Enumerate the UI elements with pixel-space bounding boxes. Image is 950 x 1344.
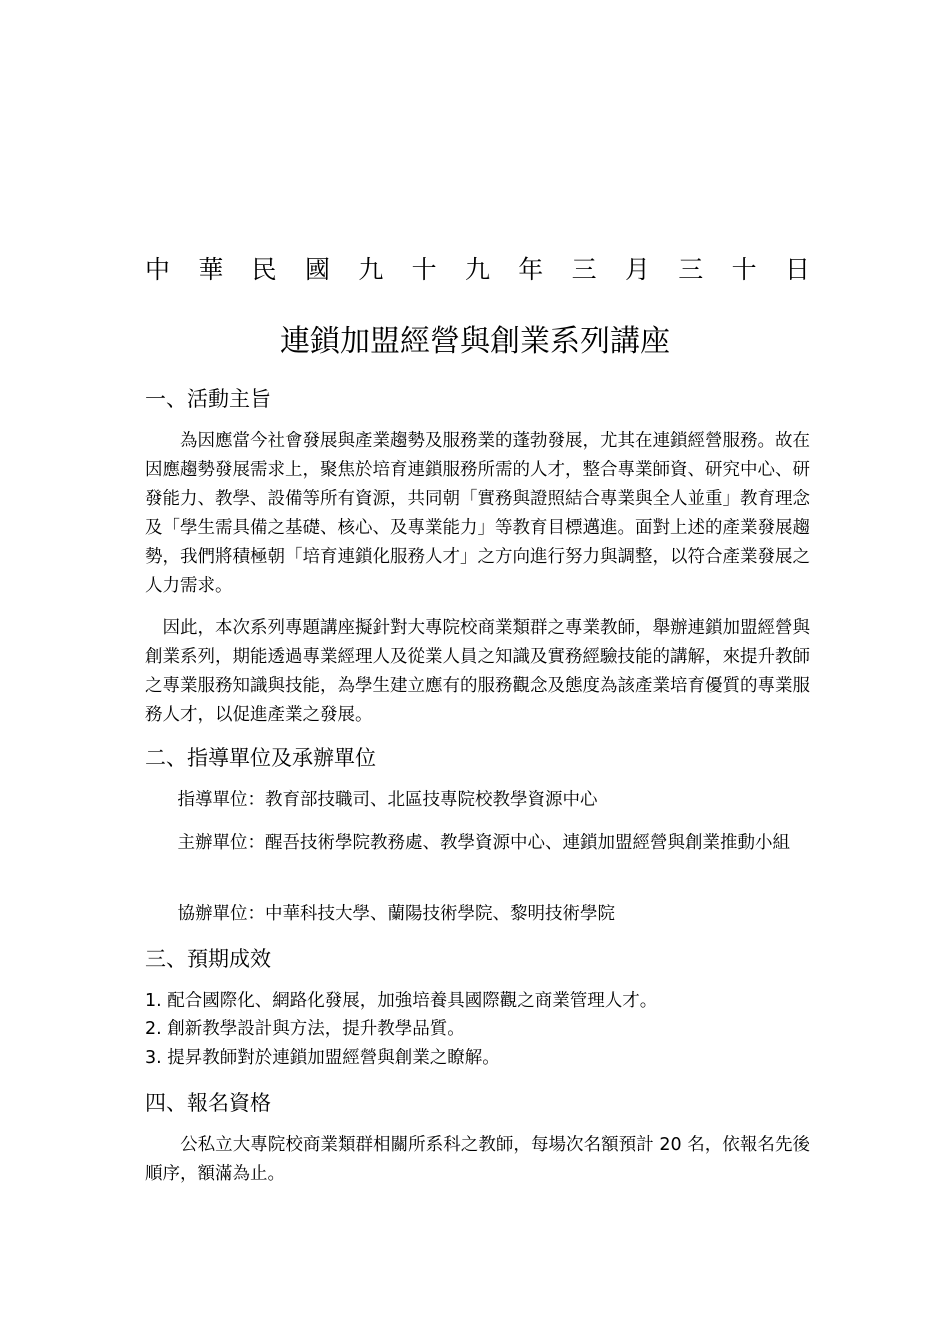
section-heading-purpose: 一、活動主旨 — [145, 387, 271, 411]
purpose-paragraph-1: 為因應當今社會發展與產業趨勢及服務業的蓬勃發展，尤其在連鎖經營服務。故在因應趨勢發展需求上，聚焦於培育連鎖服務所需的人才，整合專業師資、研究中心、研發能力、教學、設備等所有資源，共同朝「實務與證照結合專業與全人並重」教育理念及「學生需具備之基礎、核心、及專業能力」等教育目標邁進。面對上述的產業發展趨勢，我們將積極朝「培育連鎖化服務人才」之方向進行努力與調整，以符合產業發展之人力需求。 — [145, 431, 810, 596]
date-char: 中 — [145, 255, 171, 284]
document-title: 連鎖加盟經營與創業系列講座 — [280, 324, 670, 359]
date-char: 華 — [198, 255, 224, 284]
units-row-value: 教育部技職司、北區技專院校教學資源中心 — [265, 790, 598, 810]
date-char: 三 — [571, 255, 597, 284]
units-row-value: 中華科技大學、蘭陽技術學院、黎明技術學院 — [265, 904, 615, 924]
date-char: 月 — [624, 255, 650, 284]
units-row-label: 主辦單位： — [177, 833, 265, 853]
section-heading-eligibility: 四、報名資格 — [145, 1091, 271, 1115]
units-row-guidance — [145, 786, 810, 815]
units-row-value: 醒吾技術學院教務處、教學資源中心、連鎖加盟經營與創業推動小組 — [265, 833, 790, 853]
date-char: 九 — [464, 255, 490, 284]
date-char: 民 — [251, 255, 277, 284]
date-char: 年 — [518, 255, 544, 284]
outcome-item: 2. 創新教學設計與方法，提升教學品質。 — [145, 1019, 465, 1039]
units-row-label: 指導單位： — [177, 790, 265, 810]
purpose-paragraph-2: 因此，本次系列專題講座擬針對大專院校商業類群之專業教師，舉辦連鎖加盟經營與創業系列，期能透過專業經理人及從業人員之知識及實務經驗技能的講解，來提升教師之專業服務知識與技能，為學生建立應有的服務觀念及態度為該產業培育優質的專業服務人才，以促進產業之發展。 — [145, 618, 810, 725]
outcome-item: 3. 提昇教師對於連鎖加盟經營與創業之瞭解。 — [145, 1048, 500, 1068]
section-heading-units: 二、指導單位及承辦單位 — [145, 746, 376, 770]
date-char: 日 — [784, 255, 810, 284]
units-row-co-organizer — [145, 900, 810, 929]
date-char: 三 — [678, 255, 704, 284]
units-row-organizer — [145, 829, 810, 858]
date-char: 十 — [411, 255, 437, 284]
document-date — [145, 254, 810, 286]
date-char: 九 — [358, 255, 384, 284]
date-char: 十 — [731, 255, 757, 284]
outcome-item: 1. 配合國際化、網路化發展，加強培養具國際觀之商業管理人才。 — [145, 991, 658, 1011]
units-row-label: 協辦單位： — [177, 904, 265, 924]
date-char: 國 — [304, 255, 330, 284]
eligibility-paragraph: 公私立大專院校商業類群相關所系科之教師，每場次名額預計 20 名，依報名先後順序，額滿為止。 — [145, 1135, 810, 1184]
section-heading-outcomes: 三、預期成效 — [145, 947, 271, 971]
